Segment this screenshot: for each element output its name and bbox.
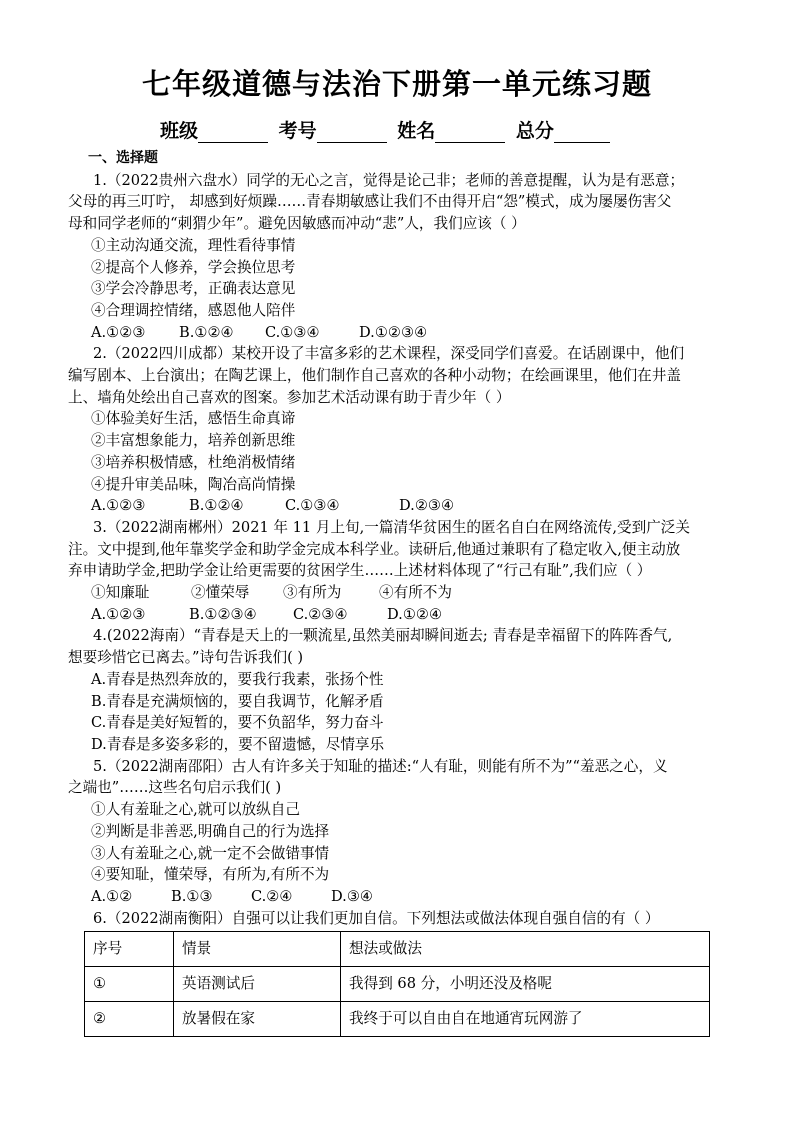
section-heading: 一、选择题: [88, 150, 158, 166]
question-1-item: ③学会冷静思考，正确表达意见: [91, 280, 296, 298]
table-row: [85, 967, 710, 1002]
option-a[interactable]: A.青春是热烈奔放的，要我行我素，张扬个性: [91, 670, 384, 688]
question-2-item: ④提升审美品味，陶冶高尚情操: [91, 475, 296, 493]
option-d[interactable]: D.③④: [331, 887, 373, 905]
page-title: 七年级道德与法治下册第一单元练习题: [141, 67, 652, 101]
question-5-item: ①人有羞耻之心,就可以放纵自己: [91, 801, 300, 819]
class-label: 班级: [160, 120, 199, 142]
table-header-row: [85, 932, 710, 967]
table-cell: 放暑假在家: [174, 1002, 341, 1037]
option-b[interactable]: B.①②④: [189, 497, 244, 515]
class-blank[interactable]: [198, 124, 268, 143]
table-cell: ①: [85, 967, 174, 1002]
question-3-options: [88, 604, 736, 626]
name-blank[interactable]: [435, 124, 505, 143]
option-c[interactable]: C.青春是美好短暂的，要不负韶华，努力奋斗: [91, 714, 384, 732]
option-d[interactable]: D.①②③④: [359, 323, 428, 341]
question-1-item: ④合理调控情绪，感恩他人陪伴: [91, 301, 296, 319]
table-cell: 我终于可以自由自在地通宵玩网游了: [341, 1002, 710, 1037]
table-cell: ②: [85, 1002, 174, 1037]
question-5-item: ④要知耻，懂荣辱，有所为,有所不为: [91, 866, 330, 884]
option-a[interactable]: A.①②③: [91, 323, 146, 341]
question-5-options: [88, 886, 736, 908]
question-2-item: ②丰富想象能力，培养创新思维: [91, 432, 296, 450]
score-label: 总分: [515, 120, 554, 142]
option-d[interactable]: D.②③④: [399, 497, 455, 515]
table-header: 情景: [174, 932, 341, 967]
option-a[interactable]: A.①②③: [91, 605, 146, 623]
question-6-line: 6.（2022湖南衡阳）自强可以让我们更加自信。下列想法或做法体现自强自信的有（ ）: [93, 909, 660, 927]
table-row: [85, 1002, 710, 1037]
question-2-item: ③培养积极情感，杜绝消极情绪: [91, 453, 296, 471]
exam-no-blank[interactable]: [317, 124, 387, 143]
option-b[interactable]: B.①②④: [179, 323, 234, 341]
table-header: 序号: [85, 932, 174, 967]
question-3-line: 注。文中提到,他年靠奖学金和助学金完成本科学业。读研后,他通过兼职有了稳定收入,便主动放: [68, 540, 681, 558]
question-1-item: ①主动沟通交流，理性看待事情: [91, 236, 296, 254]
table-cell: 我得到 68 分，小明还没及格呢: [341, 967, 710, 1002]
option-b[interactable]: B.青春是充满烦恼的，要自我调节，化解矛盾: [91, 692, 384, 710]
score-blank[interactable]: [554, 124, 610, 143]
question-5-item: ②判断是非善恶,明确自己的行为选择: [91, 822, 330, 840]
option-c[interactable]: C.①③④: [285, 497, 340, 515]
table-header: 想法或做法: [341, 932, 710, 967]
question-2-line: 上、墙角处绘出自己喜欢的图案。参加艺术活动课有助于青少年（ ）: [68, 388, 511, 406]
scenario-table: [84, 931, 710, 1037]
option-b[interactable]: B.①②③④: [189, 605, 257, 623]
option-c[interactable]: C.②③④: [293, 605, 348, 623]
question-3-line: 3.（2022湖南郴州）2021 年 11 月上旬,一篇清华贫困生的匿名自白在网络流传,受到广泛关: [93, 518, 690, 536]
question-2-line: 2.（2022四川成都）某校开设了丰富多彩的艺术课程，深受同学们喜爱。在话剧课中，他们: [93, 345, 685, 363]
question-3-items: [88, 582, 736, 604]
name-label: 姓名: [397, 120, 436, 142]
question-2-options: [88, 495, 736, 517]
question-1-line: 父母的再三叮咛， 却感到好烦躁……青春期敏感让我们不由得开启“怨”模式，成为屡屡伤害父: [68, 193, 672, 211]
question-3-item: ③有所为: [283, 584, 342, 602]
option-a[interactable]: A.①②: [91, 887, 133, 905]
question-1-line: 1.（2022贵州六盘水）同学的无心之言，觉得是论己非；老师的善意提醒，认为是有恶意；: [93, 171, 685, 189]
option-c[interactable]: C.①③④: [265, 323, 320, 341]
question-5-line: 之端也”……这些名句启示我们( ): [68, 779, 282, 797]
question-2-line: 编写剧本、上台演出；在陶艺课上，他们制作自己喜欢的各种小动物；在绘画课里，他们在井盖: [68, 367, 681, 385]
option-a[interactable]: A.①②③: [91, 497, 146, 515]
question-3-line: 弃申请助学金,把助学金让给更需要的贫困学生……上述材料体现了“行己有耻”,我们应（ ）: [68, 562, 652, 580]
question-1-options: [88, 322, 736, 344]
exam-no-label: 考号: [278, 120, 317, 142]
question-1-line: 母和同学老师的“刺猬少年”。避免因敏感而冲动“悲”人，我们应该（ ）: [68, 215, 526, 233]
question-4-line: 想要珍惜它已离去。”诗句告诉我们( ): [68, 649, 304, 667]
table-cell: 英语测试后: [174, 967, 341, 1002]
question-2-item: ①体验美好生活，感悟生命真谛: [91, 410, 296, 428]
question-3-item: ④有所不为: [379, 584, 452, 602]
student-info-line: [160, 116, 614, 143]
question-4-line: 4.(2022海南）“青春是天上的一颗流星,虽然美丽却瞬间逝去; 青春是幸福留下的阵阵香气,: [93, 627, 673, 645]
question-1-item: ②提高个人修养，学会换位思考: [91, 258, 296, 276]
question-5-item: ③人有羞耻之心,就一定不会做错事情: [91, 844, 330, 862]
question-3-item: ②懂荣辱: [191, 584, 250, 602]
question-3-item: ①知廉耻: [91, 584, 150, 602]
option-c[interactable]: C.②④: [251, 887, 293, 905]
question-5-line: 5.（2022湖南邵阳）古人有许多关于知耻的描述:“人有耻，则能有所不为”“羞恶之心，义: [93, 757, 668, 775]
option-d[interactable]: D.青春是多姿多彩的，要不留遗憾，尽情享乐: [91, 735, 385, 753]
questions: [68, 148, 736, 1037]
option-d[interactable]: D.①②④: [387, 605, 443, 623]
option-b[interactable]: B.①③: [171, 887, 213, 905]
